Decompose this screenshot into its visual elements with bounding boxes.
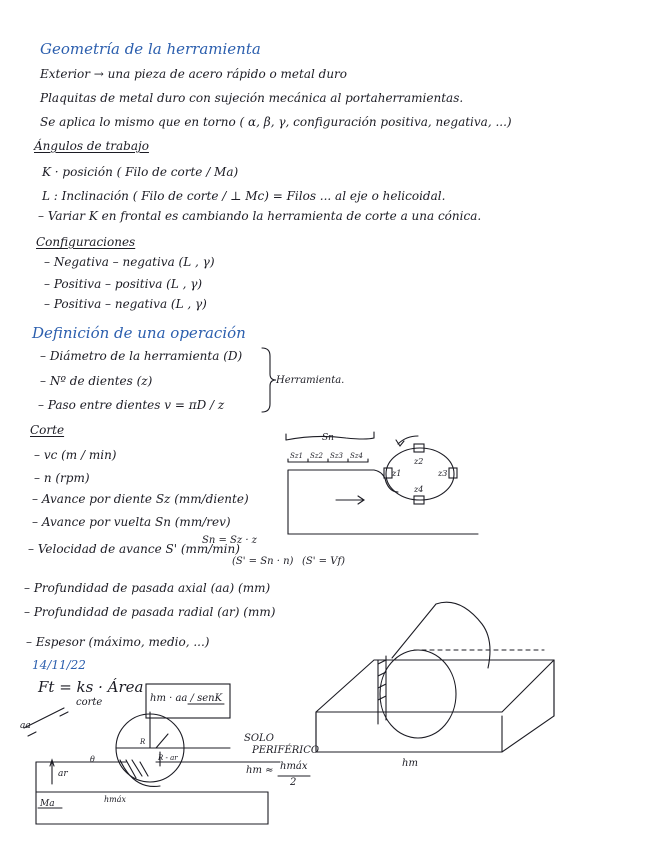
3d-diagram	[316, 602, 554, 752]
herramienta-label: Herramienta.	[276, 375, 345, 386]
sz2-label: Sz2	[310, 452, 323, 460]
rotation-arrow	[398, 436, 418, 444]
r-label: R	[140, 738, 146, 746]
hm-eq-label: hm ≈	[246, 765, 274, 776]
hm-num-label: hmáx	[280, 761, 308, 772]
cylinder-end	[380, 650, 456, 738]
force-box	[146, 684, 230, 718]
force-box-text: hm · aa / senK	[150, 693, 223, 704]
herramienta-brace	[262, 348, 276, 412]
corte-item-ar: – Profundidad de pasada radial (ar) (mm)	[24, 605, 276, 619]
intro-line-3: Se aplica lo mismo que en torno ( α, β, γ, configuración positiva, negativa, ...)	[40, 115, 512, 129]
sn-top-label: Sn	[322, 433, 334, 443]
sz4-label: Sz4	[350, 452, 363, 460]
definicion-item-1: – Diámetro de la herramienta (D)	[40, 349, 243, 363]
definicion-item-2: – Nº de dientes (z)	[40, 374, 153, 388]
corte-item-aa: – Profundidad de pasada axial (aa) (mm)	[24, 581, 271, 595]
page-title: Geometría de la herramienta	[40, 40, 261, 58]
intro-line-1: Exterior → una pieza de acero rápido o metal duro	[40, 67, 348, 81]
aa-label: aa	[20, 721, 31, 731]
formula-sn: Sn = Sz · z	[202, 535, 257, 546]
config-item-2: – Positiva – positiva (L , γ)	[44, 277, 203, 291]
hm-3d-label: hm	[402, 758, 418, 769]
config-item-3: – Positiva – negativa (L , γ)	[44, 297, 207, 311]
ar-label: ar	[58, 769, 68, 779]
corte-item-n: – n (rpm)	[34, 471, 90, 485]
corte-item-espesor: – Espesor (máximo, medio, ...)	[26, 635, 210, 649]
config-item-1: – Negativa – negativa (L , γ)	[44, 255, 215, 269]
ma-label: Ma	[40, 799, 55, 809]
z3-label: z3	[438, 469, 448, 478]
intro-line-2: Plaquitas de metal duro con sujeción mecánica al portaherramientas.	[40, 91, 464, 105]
cutting-diagram	[24, 708, 280, 824]
force-sub: corte	[76, 697, 103, 708]
hm-den-label: 2	[290, 777, 297, 788]
angulos-line-2: L : Inclinación ( Filo de corte / ⊥ Mc) = Filos ... al eje o helicoidal.	[42, 189, 446, 203]
corte-heading: Corte	[30, 423, 65, 437]
hmax-label: hmáx	[104, 795, 127, 804]
feed-diagram	[286, 432, 478, 534]
solo-label: SOLO	[244, 733, 274, 744]
angulos-heading: Ángulos de trabajo	[34, 139, 149, 153]
formula-vf: (S' = Vf)	[302, 556, 346, 567]
sz1-label: Sz1	[290, 452, 303, 460]
z1-label: z1	[392, 469, 402, 478]
z4-label: z4	[414, 485, 424, 494]
r-minus-ar-label: R - ar	[158, 754, 178, 762]
corte-item-sn: – Avance por vuelta Sn (mm/rev)	[32, 515, 231, 529]
sz3-label: Sz3	[330, 452, 343, 460]
definicion-item-3: – Paso entre dientes v = πD / z	[38, 398, 225, 412]
config-heading: Configuraciones	[36, 235, 136, 249]
corte-item-vf: – Velocidad de avance S' (mm/min)	[28, 542, 240, 556]
theta-label: θ	[90, 755, 95, 764]
workpiece-outline	[288, 470, 478, 534]
definicion-heading: Definición de una operación	[32, 324, 246, 342]
z2-label: z2	[414, 457, 424, 466]
angulos-line-1: K · posición ( Filo de corte / Ma)	[42, 165, 239, 179]
formula-sprime: (S' = Sn · n)	[232, 556, 294, 567]
angulos-line-3: – Variar K en frontal es cambiando la herramienta de corte a una cónica.	[38, 209, 482, 223]
feed-arrow	[336, 496, 364, 504]
periferico-label: PERIFÉRICO	[252, 745, 320, 756]
force-formula: Ft = ks · Área	[38, 678, 144, 696]
corte-item-sz: – Avance por diente Sz (mm/diente)	[32, 492, 249, 506]
corte-item-vc: – vc (m / min)	[34, 448, 117, 462]
date-label: 14/11/22	[32, 658, 86, 672]
